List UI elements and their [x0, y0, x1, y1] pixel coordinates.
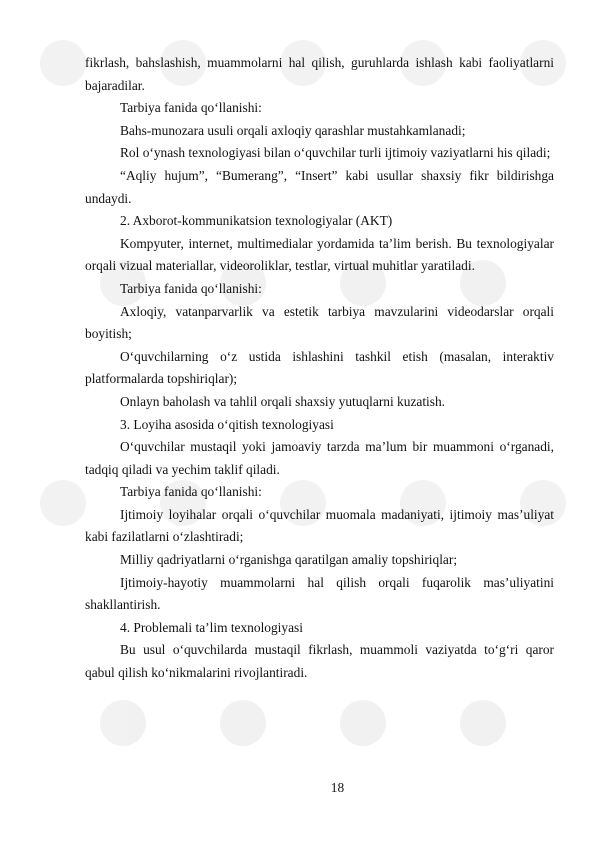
section-heading: 4. Problemali ta’lim texnologiyasi	[120, 619, 303, 635]
paragraph-item: O‘quvchilarning o‘z ustida ishlashini tashkil etish (masalan, interaktiv platformalarda topshiriqlar);	[85, 348, 554, 387]
page-number: 18	[330, 780, 345, 795]
paragraph-body: O‘quvchilar mustaqil yoki jamoaviy tarzda ma’lum bir muammoni o‘rganadi, tadqiq qiladi va yechim taklif qiladi.	[85, 439, 554, 477]
paragraph-subheading: Tarbiya fanida qo‘llanishi:	[120, 100, 262, 116]
paragraph-item: Ijtimoiy-hayotiy muammolarni hal qilish orqali fuqarolik mas’uliyatini shakllantirish.	[85, 574, 554, 613]
paragraph-body: Kompyuter, internet, multimedialar yordamida ta’lim berish. Bu texnologiyalar orqali vizual materiallar, videoroliklar, testlar, virtual muhitlar yaratiladi.	[85, 235, 554, 274]
section-heading: 2. Axborot-kommunikatsion texnologiyalar (AKT)	[120, 213, 393, 229]
paragraph-item: Bahs-munozara usuli orqali axloqiy qarashlar mustahkamlanadi;	[120, 122, 466, 138]
paragraph-item: Ijtimoiy loyihalar orqali o‘quvchilar muomala madaniyati, ijtimoiy mas’uliyat kabi fazilatlarni o‘zlashtiradi;	[85, 506, 554, 545]
paragraph-item: Milliy qadriyatlarni o‘rganishga qaratilgan amaliy topshiriqlar;	[120, 552, 458, 568]
paragraph-continuation: fikrlash, bahslashish, muammolarni hal qilish, guruhlarda ishlash kabi faoliyatlarni bajaradilar.	[85, 55, 554, 93]
section-heading: 3. Loyiha asosida o‘qitish texnologiyasi	[120, 416, 334, 432]
page-body	[85, 52, 554, 685]
paragraph-item: Axloqiy, vatanparvarlik va estetik tarbiya mavzularini videodarslar orqali boyitish;	[85, 303, 554, 342]
paragraph-item: Onlayn baholash va tahlil orqali shaxsiy yutuqlarni kuzatish.	[120, 393, 446, 409]
paragraph-subheading: Tarbiya fanida qo‘llanishi:	[120, 280, 262, 296]
paragraph-body: Bu usul o‘quvchilarda mustaqil fikrlash, muammoli vaziyatda to‘g‘ri qaror qabul qilish ko‘nikmalarini rivojlantiradi.	[85, 642, 554, 681]
paragraph-subheading: Tarbiya fanida qo‘llanishi:	[120, 484, 262, 500]
paragraph-item: Rol o‘ynash texnologiyasi bilan o‘quvchilar turli ijtimoiy vaziyatlarni his qiladi;	[120, 145, 551, 161]
paragraph-item: “Aqliy hujum”, “Bumerang”, “Insert” kabi usullar shaxsiy fikr bildirishga undaydi.	[85, 167, 554, 206]
